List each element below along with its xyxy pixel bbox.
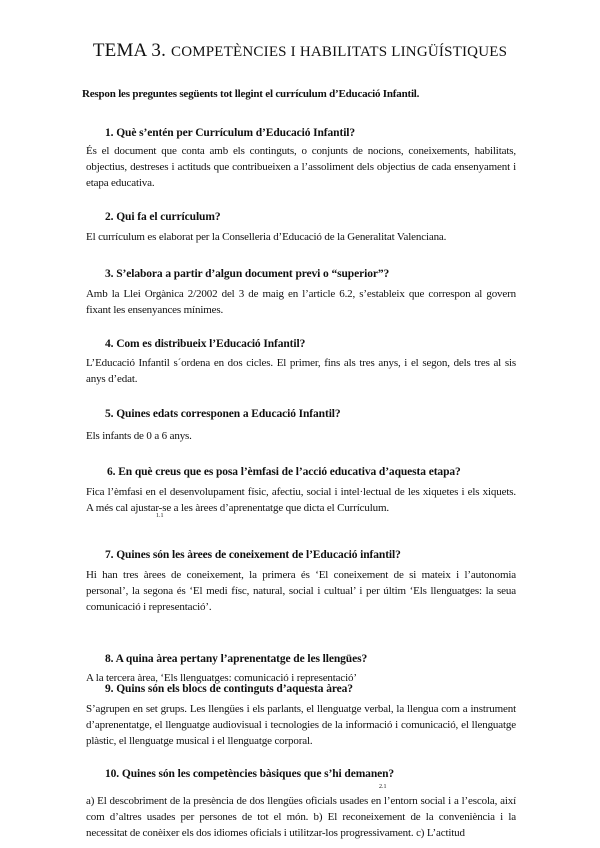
question-9: 9. Quins són els blocs de continguts d’aquesta àrea? xyxy=(105,683,353,695)
answer-2: El currículum es elaborat per la Conselleria d’Educació de la Generalitat Valenciana. xyxy=(86,231,447,243)
answer-10: a) El descobriment de la presència de dos llengües oficials usades en l’entorn social i a l’escola, així com d’altres usades per persones de tot el món. b) El reconeixement de la conveniència i la necessitat de conèixer els dos idiomes oficials i utilitzar-los progressivament. c) L’actitud xyxy=(86,795,516,839)
title-prefix: TEMA 3. xyxy=(92,40,167,61)
answer-6: Fica l’èmfasi en el desenvolupament físic, afectiu, social i intel·lectual de les xiquetes i els xiquets. A més cal ajustar-se a les àrees d’aprenentatge que dicta el Currículum. xyxy=(86,486,516,514)
answer-4: L’Educació Infantil s´ordena en dos cicles. El primer, fins als tres anys, i el segon, dels tres al sis anys d’edat. xyxy=(86,357,516,385)
answer-8: A la tercera àrea, ‘Els llenguatges: comunicació i representació’ xyxy=(86,672,357,684)
answer-5: Els infants de 0 a 6 anys. xyxy=(86,430,192,442)
question-10: 10. Quines són les competències bàsiques que s’hi demanen? xyxy=(105,768,395,780)
answer-1: És el document que conta amb els continguts, o conjunts de nocions, coneixements, habilitats, objectius, destreses i actituds que contribueixen a l’assoliment dels objectius de cada ensenyament i etapa educativa. xyxy=(86,145,516,189)
question-3: 3. S’elabora a partir d’algun document previ o “superior”? xyxy=(105,268,390,280)
answer-9: S’agrupen en set grups. Les llengües i els parlants, el llenguatge verbal, la llengua com a instrument d’aprenentatge, el llenguatge audiovisual i tecnologies de la informació i comunicació, el llenguatge plàstic, el llenguatge musical i el llenguatge corporal. xyxy=(86,703,516,747)
intro-instruction: Respon les preguntes següents tot llegint el currículum d’Educació Infantil. xyxy=(82,88,420,100)
answer-3: Amb la Llei Orgànica 2/2002 del 3 de maig en l’article 6.2, s’estableix que correspon al govern fixant les ensenyances mínimes. xyxy=(86,288,516,316)
footnote-marker-2: 2.1 xyxy=(379,784,387,790)
question-1: 1. Què s’entén per Currículum d’Educació Infantil? xyxy=(105,127,356,139)
page-title xyxy=(0,40,600,62)
question-6: 6. En què creus que es posa l’èmfasi de l’acció educativa d’aquesta etapa? xyxy=(107,466,461,478)
question-7: 7. Quines són les àrees de coneixement de l’Educació infantil? xyxy=(105,549,401,561)
answer-7: Hi han tres àrees de coneixement, la primera és ‘El coneixement de si mateix i l’autonomia personal’, la segona és ‘El medi físc, natural, social i cultual’ i per últim ‘Els llenguatges: la seua comunicació i representació’. xyxy=(86,569,516,613)
question-8: 8. A quina àrea pertany l’aprenentatge de les llengües? xyxy=(105,653,368,665)
title-rest: COMPETÈNCIES I HABILITATS LINGÜÍSTIQUES xyxy=(170,44,508,60)
footnote-marker-1: 1.1 xyxy=(156,513,164,519)
question-2: 2. Qui fa el currículum? xyxy=(105,211,221,223)
question-5: 5. Quines edats corresponen a Educació Infantil? xyxy=(105,408,341,420)
question-4: 4. Com es distribueix l’Educació Infantil? xyxy=(105,338,306,350)
